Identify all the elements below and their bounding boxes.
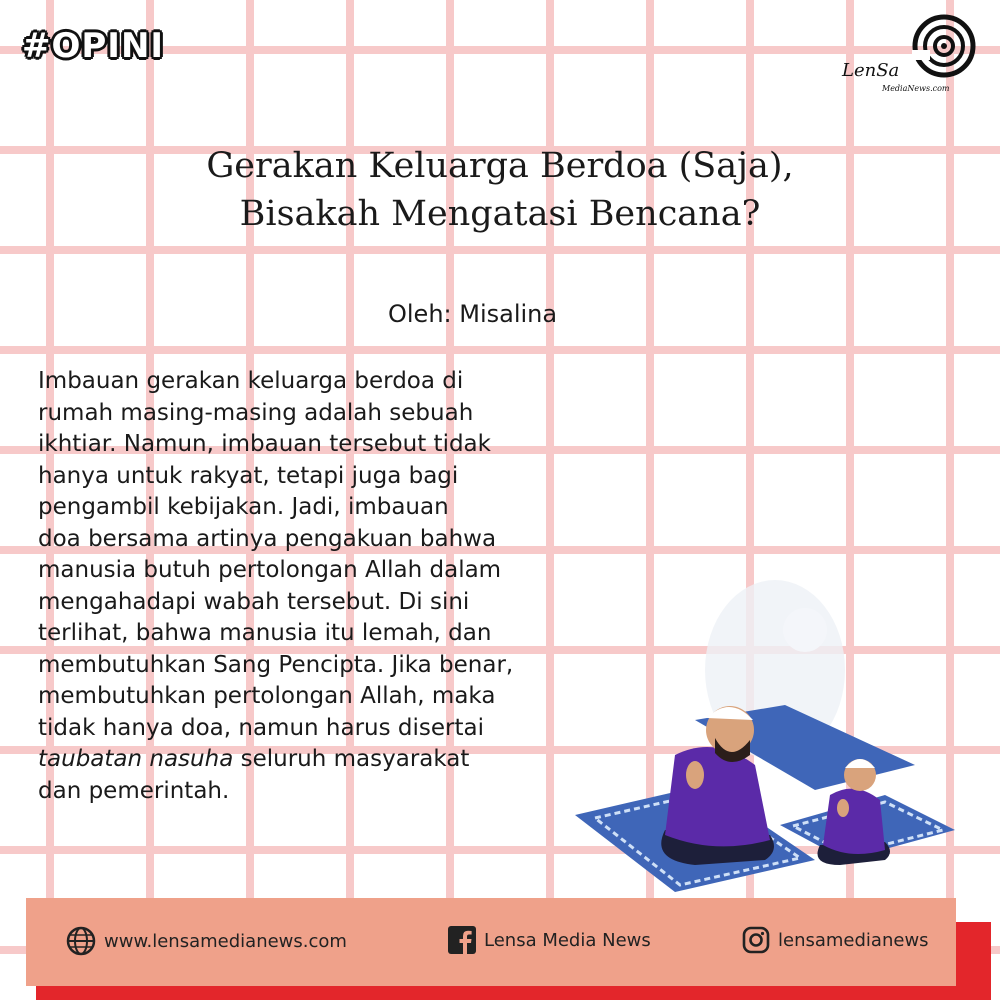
logo-subtitle: MediaNews.com	[882, 84, 950, 93]
lensa-logo	[842, 14, 982, 100]
body-line: ikhtiar. Namun, imbauan tersebut tidak	[38, 431, 491, 457]
body-line: tidak hanya doa, namun harus disertai	[38, 714, 485, 741]
praying-family-illustration	[555, 560, 985, 895]
body-line: doa bersama artinya pengakuan bahwa	[38, 525, 497, 552]
body-line: manusia butuh pertolongan Allah dalam	[38, 557, 502, 583]
author-byline: Oleh: Misalina	[388, 300, 558, 328]
title-line-2: Bisakah Mengatasi Bencana?	[239, 194, 761, 234]
body-line: dan pemerintah.	[38, 777, 230, 804]
logo-name: LenSa	[842, 60, 900, 81]
footer-bar	[26, 898, 956, 986]
article-title	[0, 142, 1000, 238]
body-line: Imbauan gerakan keluarga berdoa di	[38, 368, 464, 394]
footer-instagram[interactable]	[742, 926, 929, 954]
body-line: membutuhkan pertolongan Allah, maka	[38, 683, 496, 709]
globe-icon	[66, 926, 96, 956]
article-body	[38, 366, 638, 807]
italic-term: taubatan nasuha	[38, 746, 234, 772]
footer-website[interactable]	[66, 926, 347, 956]
title-line-1: Gerakan Keluarga Berdoa (Saja),	[206, 146, 794, 186]
body-line: mengahadapi wabah tersebut. Di sini	[38, 588, 470, 615]
facebook-text: Lensa Media News	[484, 929, 651, 951]
body-line: pengambil kebijakan. Jadi, imbauan	[38, 494, 449, 520]
body-line: terlihat, bahwa manusia itu lemah, dan	[38, 620, 492, 646]
website-text: www.lensamedianews.com	[104, 930, 347, 952]
opini-tag: #OPINI	[22, 26, 165, 66]
body-line: membutuhkan Sang Pencipta. Jika benar,	[38, 651, 514, 678]
instagram-text: lensamedianews	[778, 929, 929, 951]
footer-facebook[interactable]	[448, 926, 651, 954]
body-line: hanya untuk rakyat, tetapi juga bagi	[38, 462, 459, 489]
facebook-icon	[448, 926, 476, 954]
body-line	[38, 744, 638, 776]
lens-swirl-icon	[912, 14, 976, 78]
body-line: rumah masing-masing adalah sebuah	[38, 399, 474, 426]
instagram-icon	[742, 926, 770, 954]
body-line-rest: seluruh masyarakat	[233, 746, 470, 772]
